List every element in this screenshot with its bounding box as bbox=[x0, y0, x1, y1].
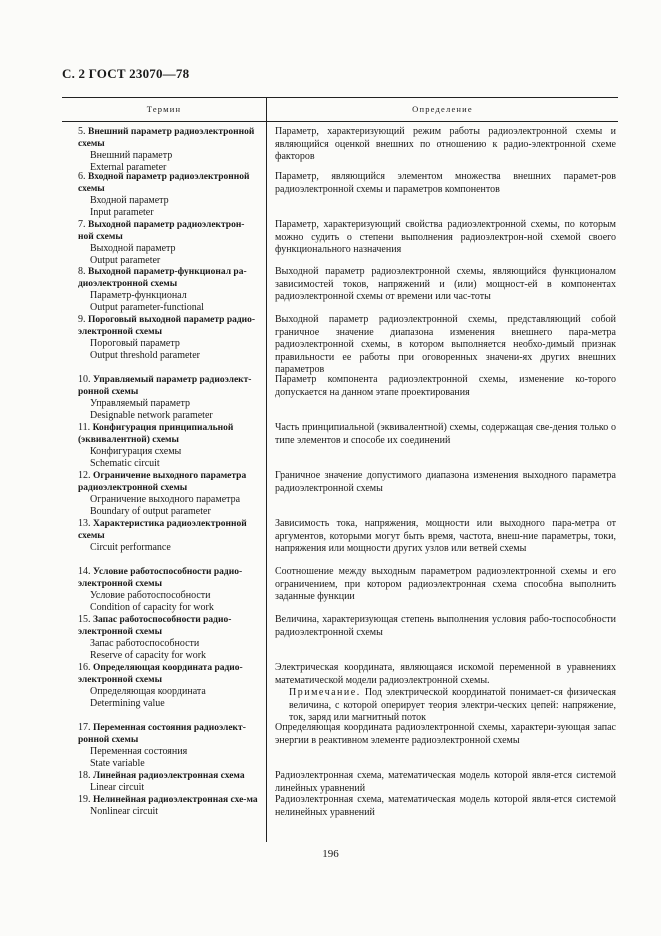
table-row bbox=[62, 518, 618, 556]
definition-text: Соотношение между выходным параметром радиоэлектронной схемы и его ограничением, при котором радиоэлектронная схема способна выполнить заданные функции bbox=[275, 566, 616, 602]
term-number: 7. bbox=[78, 219, 86, 230]
definition-cell bbox=[266, 126, 618, 174]
term-english: Boundary of output parameter bbox=[90, 506, 211, 517]
term-name: Ограничение выходного параметра радиоэлектронной схемы bbox=[78, 471, 247, 493]
term-number: 8. bbox=[78, 266, 86, 277]
term-name: Внешний параметр радиоэлектронной схемы bbox=[78, 127, 255, 149]
term-short-form: Управляемый параметр bbox=[90, 398, 190, 409]
table-row bbox=[62, 662, 618, 725]
term-short-form: Условие работоспособности bbox=[90, 590, 211, 601]
term-english: Condition of capacity for work bbox=[90, 602, 214, 613]
term-name: Определяющая координата радио-электронной схемы bbox=[78, 663, 243, 685]
term-heading bbox=[78, 219, 260, 243]
term-heading bbox=[78, 470, 260, 494]
table-row bbox=[62, 470, 618, 518]
term-short-form: Конфигурация схемы bbox=[90, 446, 182, 457]
column-header-definition: Определение bbox=[412, 104, 473, 114]
definition-cell bbox=[266, 614, 618, 662]
term-name: Выходной параметр-функционал ра-диоэлектронной схемы bbox=[78, 267, 247, 289]
definition-text: Граничное значение допустимого диапазона изменения выходного параметра радиоэлектронной схемы bbox=[275, 470, 616, 494]
definition-cell bbox=[266, 266, 618, 314]
term-short-form: Параметр-функционал bbox=[90, 290, 187, 301]
definition-text: Радиоэлектронная схема, математическая модель которой явля-ется системой нелинейных уравнений bbox=[275, 794, 616, 818]
definition-text: Параметр, характеризующий свойства радиоэлектронной схемы, по которым можно судить о степени выполнения радиоэлектрон-ной схемой своего функционального назначения bbox=[275, 219, 616, 255]
note-label: Примечание. bbox=[289, 687, 361, 698]
term-number: 18. bbox=[78, 770, 91, 781]
term-number: 10. bbox=[78, 374, 91, 385]
term-name: Переменная состояния радиоэлект-ронной схемы bbox=[78, 723, 246, 745]
term-cell bbox=[62, 126, 266, 174]
term-heading bbox=[78, 770, 260, 782]
table-body bbox=[62, 122, 618, 842]
term-cell bbox=[62, 518, 266, 556]
term-number: 11. bbox=[78, 422, 91, 433]
term-heading bbox=[78, 266, 260, 290]
definition-cell bbox=[266, 314, 618, 377]
term-heading bbox=[78, 126, 260, 150]
term-name: Конфигурация принципиальной (эквивалентной) схемы bbox=[78, 423, 234, 445]
definition-cell bbox=[266, 422, 618, 470]
term-heading bbox=[78, 422, 260, 446]
term-number: 6. bbox=[78, 171, 86, 182]
term-cell bbox=[62, 566, 266, 614]
definition-text: Часть принципиальной (эквивалентной) схемы, содержащая све-дения только о типе элементов и способе их соединений bbox=[275, 422, 616, 446]
term-cell bbox=[62, 171, 266, 219]
term-short-form: Запас работоспособности bbox=[90, 638, 200, 649]
term-english: Nonlinear circuit bbox=[90, 806, 159, 817]
table-row bbox=[62, 614, 618, 662]
page-header: С. 2 ГОСТ 23070—78 bbox=[62, 66, 190, 81]
term-heading bbox=[78, 171, 260, 195]
term-short-form: Входной параметр bbox=[90, 195, 169, 206]
term-cell bbox=[62, 662, 266, 725]
term-name: Характеристика радиоэлектронной схемы bbox=[78, 519, 247, 541]
term-cell bbox=[62, 614, 266, 662]
term-number: 15. bbox=[78, 614, 91, 625]
definition-cell bbox=[266, 374, 618, 422]
table-row bbox=[62, 219, 618, 267]
table-row bbox=[62, 374, 618, 422]
definition-cell bbox=[266, 219, 618, 267]
term-short-form: Определяющая координата bbox=[90, 686, 206, 697]
term-short-form: Переменная состояния bbox=[90, 746, 188, 757]
term-english: Schematic circuit bbox=[90, 458, 160, 469]
term-name: Управляемый параметр радиоэлект-ронной схемы bbox=[78, 375, 252, 397]
term-name: Входной параметр радиоэлектронной схемы bbox=[78, 172, 250, 194]
term-heading bbox=[78, 722, 260, 746]
term-heading bbox=[78, 374, 260, 398]
table-row bbox=[62, 566, 618, 614]
definition-note bbox=[275, 687, 616, 725]
table-row bbox=[62, 126, 618, 174]
term-english: Determining value bbox=[90, 698, 165, 709]
definition-cell bbox=[266, 470, 618, 518]
definition-cell bbox=[266, 171, 618, 219]
definition-text: Параметр, являющийся элементом множества внешних парамет-ров радиоэлектронной схемы и параметров компонентов bbox=[275, 171, 616, 195]
term-cell bbox=[62, 219, 266, 267]
table-row bbox=[62, 314, 618, 377]
term-name: Линейная радиоэлектронная схема bbox=[93, 771, 245, 781]
term-short-form: Внешний параметр bbox=[90, 150, 173, 161]
term-name: Выходной параметр радиоэлектрон-ной схемы bbox=[78, 220, 245, 242]
definition-text: Выходной параметр радиоэлектронной схемы, являющийся функционалом зависимостей токов, напряжений и (или) мощност-ей в компонентах радиоэлектронной схемы от времени или час-тоты bbox=[275, 266, 616, 302]
note-text: Под электрической координатой понимает-ся физическая величина, с которой оперирует теория электри-ческих цепей: напряжение, ток, заряд или магнитный поток bbox=[289, 687, 617, 723]
term-name: Пороговый выходной параметр радио-электронной схемы bbox=[78, 315, 256, 337]
term-name: Нелинейная радиоэлектронная схе-ма bbox=[93, 795, 258, 805]
term-name: Запас работоспособности радио-электронной схемы bbox=[78, 615, 232, 637]
term-english: Circuit performance bbox=[90, 542, 171, 553]
term-english: Reserve of capacity for work bbox=[90, 650, 207, 661]
term-number: 13. bbox=[78, 518, 91, 529]
term-cell bbox=[62, 422, 266, 470]
term-number: 9. bbox=[78, 314, 86, 325]
term-short-form: Пороговый параметр bbox=[90, 338, 180, 349]
term-heading bbox=[78, 566, 260, 590]
definition-cell bbox=[266, 566, 618, 614]
term-cell bbox=[62, 722, 266, 770]
table-row bbox=[62, 171, 618, 219]
term-name: Условие работоспособности радио-электронной схемы bbox=[78, 567, 243, 589]
definition-cell bbox=[266, 770, 618, 795]
table-header bbox=[62, 98, 618, 122]
term-short-form: Ограничение выходного параметра bbox=[90, 494, 241, 505]
term-number: 17. bbox=[78, 722, 91, 733]
definition-text: Параметр, характеризующий режим работы радиоэлектронной схемы и являющийся оценкой внешних по отношению к радио-электронной схеме факторов bbox=[275, 126, 616, 162]
term-cell bbox=[62, 266, 266, 314]
table-row bbox=[62, 794, 618, 819]
term-number: 5. bbox=[78, 126, 86, 137]
definition-text: Радиоэлектронная схема, математическая модель которой явля-ется системой линейных уравнений bbox=[275, 770, 616, 794]
table-row bbox=[62, 266, 618, 314]
term-heading bbox=[78, 614, 260, 638]
term-number: 16. bbox=[78, 662, 91, 673]
term-short-form: Выходной параметр bbox=[90, 243, 176, 254]
term-heading bbox=[78, 662, 260, 686]
term-english: State variable bbox=[90, 758, 145, 769]
term-heading bbox=[78, 314, 260, 338]
term-cell bbox=[62, 470, 266, 518]
term-english: Output parameter-functional bbox=[90, 302, 204, 313]
term-english: Linear circuit bbox=[90, 782, 145, 793]
definition-cell bbox=[266, 518, 618, 556]
term-english: Output threshold parameter bbox=[90, 350, 200, 361]
term-cell bbox=[62, 770, 266, 795]
table-row bbox=[62, 722, 618, 770]
definition-text: Величина, характеризующая степень выполнения условия рабо-тоспособности радиоэлектронной схемы bbox=[275, 614, 616, 638]
definition-cell bbox=[266, 794, 618, 819]
definition-text: Определяющая координата радиоэлектронной схемы, характери-зующая запас энергии в реактивном элементе радиоэлектронной схемы bbox=[275, 722, 616, 746]
term-cell bbox=[62, 794, 266, 819]
page-number: 196 bbox=[322, 848, 339, 860]
term-english: External parameter bbox=[90, 162, 167, 173]
term-cell bbox=[62, 374, 266, 422]
definition-text: Зависимость тока, напряжения, мощности или выходного пара-метра от аргументов, которыми могут быть время, частота, внеш-ние параметры, токи, напряжения или мощности других узлов или ветвей схемы bbox=[275, 518, 616, 554]
term-number: 14. bbox=[78, 566, 91, 577]
term-english: Input parameter bbox=[90, 207, 154, 218]
term-number: 19. bbox=[78, 794, 91, 805]
term-heading bbox=[78, 518, 260, 542]
definition-text: Выходной параметр радиоэлектронной схемы, представляющий собой граничное значение диапазона изменения внешнего пара-метра радиоэлектронной схемы, в котором выполняется необхо-димый признак правильности ее работы при оговоренных значени-ях других внешних параметров bbox=[275, 314, 616, 375]
definition-text: Параметр компонента радиоэлектронной схемы, изменение ко-торого допускается на данном этапе проектирования bbox=[275, 374, 616, 398]
definition-cell bbox=[266, 662, 618, 725]
terms-table bbox=[62, 97, 618, 842]
column-header-term: Термин bbox=[62, 98, 267, 121]
definition-text: Электрическая координата, являющаяся искомой переменной в уравнениях математической модели радиоэлектронной схемы. bbox=[275, 662, 616, 686]
term-cell bbox=[62, 314, 266, 377]
table-row bbox=[62, 422, 618, 470]
term-number: 12. bbox=[78, 470, 91, 481]
table-row bbox=[62, 770, 618, 795]
definition-cell bbox=[266, 722, 618, 770]
term-english: Output parameter bbox=[90, 255, 161, 266]
term-english: Designable network parameter bbox=[90, 410, 213, 421]
term-heading bbox=[78, 794, 260, 806]
